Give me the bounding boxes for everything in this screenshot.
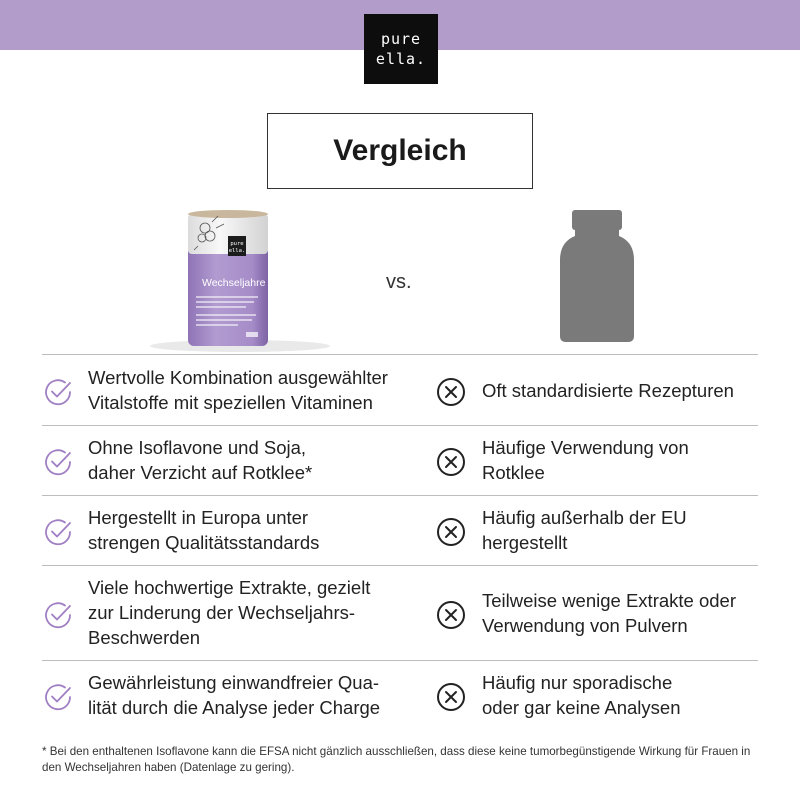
product-image (150, 206, 350, 356)
cross-circle-icon (436, 517, 466, 547)
competitor-text (482, 435, 782, 485)
competitor-line: hergestellt (482, 532, 568, 553)
advantage-line: Vitalstoffe mit speziellen Vitaminen (88, 392, 373, 413)
footnote: * Bei den enthaltenen Isoflavone kann die EFSA nicht gänzlich ausschließen, dass diese keine tumorbegünstigende Wirkung für Frauen in den Wechseljahren haben (Datenlage zu gering). (42, 745, 751, 774)
row-divider (42, 425, 758, 426)
advantage-text (88, 505, 418, 555)
check-circle-icon (44, 683, 72, 711)
advantage-text (88, 575, 418, 650)
advantage-line: Wertvolle Kombination ausgewählter (88, 367, 388, 388)
competitor-line: Teilweise wenige Extrakte oder (482, 589, 736, 611)
competitor-line: Oft standardisierte Rezepturen (482, 379, 734, 401)
advantage-line: zur Linderung der Wechseljahrs- (88, 602, 356, 623)
competitor-text (482, 505, 782, 555)
advantage-line: lität durch die Analyse jeder Charge (88, 697, 381, 718)
advantage-line: daher Verzicht auf Rotklee* (88, 462, 313, 483)
row-divider (42, 660, 758, 661)
check-circle-icon (44, 601, 72, 629)
cross-circle-icon (436, 377, 466, 407)
advantage-text (88, 435, 418, 485)
competitor-line: Häufige Verwendung von (482, 437, 689, 458)
versus-label: vs. (386, 271, 412, 293)
advantage-text (88, 365, 418, 415)
advantage-line: Viele hochwertige Extrakte, gezielt (88, 577, 371, 598)
product-name: Wechseljahre (202, 277, 266, 289)
advantage-line: Ohne Isoflavone und Soja, (88, 437, 307, 458)
competitor-line: Verwendung von Pulvern (482, 614, 688, 636)
competitor-text (482, 670, 782, 720)
check-circle-icon (44, 518, 72, 546)
competitor-line: Häufig außerhalb der EU (482, 507, 687, 528)
advantage-line: Hergestellt in Europa unter (88, 507, 309, 528)
brand-logo (364, 14, 438, 84)
cross-circle-icon (436, 447, 466, 477)
advantage-line: Gewährleistung einwandfreier Qua- (88, 672, 380, 693)
row-divider (42, 495, 758, 496)
competitor-text (482, 588, 782, 638)
competitor-line: Häufig nur sporadische (482, 672, 673, 693)
advantage-text (88, 670, 418, 720)
logo-line-2: ella. (375, 50, 427, 68)
competitor-line: Rotklee (482, 462, 545, 483)
product-brand-line-1: pure (230, 241, 244, 247)
generic-bottle-icon (560, 210, 634, 342)
cross-circle-icon (436, 682, 466, 712)
check-circle-icon (44, 448, 72, 476)
competitor-line: oder gar keine Analysen (482, 697, 681, 718)
competitor-text (482, 378, 782, 403)
divider (42, 354, 758, 355)
page-title: Vergleich (267, 113, 533, 189)
logo-line-1: pure (380, 30, 422, 48)
check-circle-icon (44, 378, 72, 406)
product-brand-line-2: ella. (228, 248, 246, 254)
cross-circle-icon (436, 600, 466, 630)
advantage-line: Beschwerden (88, 627, 201, 648)
advantage-line: strengen Qualitätsstandards (88, 532, 320, 553)
row-divider (42, 565, 758, 566)
